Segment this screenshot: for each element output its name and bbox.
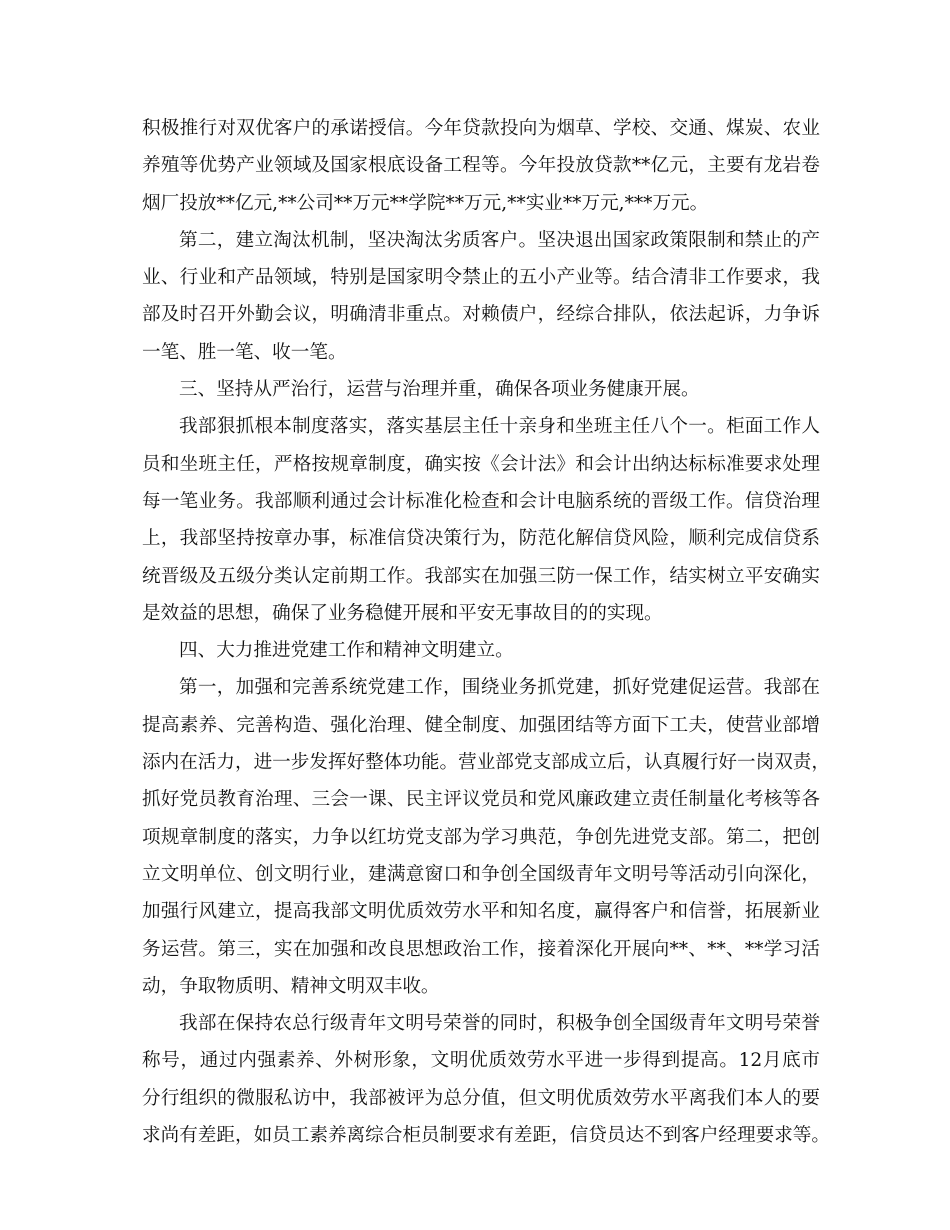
text-line: 抓好党员教育治理、三会一课、民主评议党员和党风廉政建立责任制量化考核等各 [142,789,820,811]
paragraph-start-line: 第二，建立淘汰机制，坚决淘汰劣质客户。坚决退出国家政策限制和禁止的产 [179,229,820,251]
text-line: 求尚有差距，如员工素养离综合柜员制要求有差距，信贷员达不到客户经理要求等。 [142,1125,830,1147]
text-line: 部及时召开外勤会议，明确清非重点。对赖债户，经综合排队，依法起诉，力争诉 [142,304,820,326]
text-line: 积极推行对双优客户的承诺授信。今年贷款投向为烟草、学校、交通、煤炭、农业 [142,118,820,139]
text-line: 动，争取物质明、精神文明双丰收。 [142,975,440,997]
text-line: 分行组织的微服私访中，我部被评为总分值，但文明优质效劳水平离我们本人的要 [142,1087,820,1109]
text-line: 统晋级及五级分类认定前期工作。我部实在加强三防一保工作，结实树立平安确实 [142,565,820,587]
text-line: 养殖等优势产业领域及国家根底设备工程等。今年投放贷款**亿元，主要有龙岩卷 [142,155,820,177]
text-line: 添内在活力，进一步发挥好整体功能。营业部党支部成立后，认真履行好一岗双责， [142,752,830,774]
text-line: 烟厂投放**亿元,**公司**万元**学院**万元,**实业**万元,***万元。 [142,192,709,214]
document-page [142,110,830,1154]
text-line: 业、行业和产品领域，特别是国家明令禁止的五小产业等。结合清非工作要求，我 [142,267,820,289]
text-line: 每一笔业务。我部顺利通过会计标准化检查和会计电脑系统的晋级工作。信贷治理 [142,490,820,512]
text-line: 称号，通过内强素养、外树形象，文明优质效劳水平进一步得到提高。12月底市 [142,1050,820,1072]
text-line: 一笔、胜一笔、收一笔。 [142,341,347,363]
text-line: 项规章制度的落实，力争以红坊党支部为学习典范，争创先进党支部。第二，把创 [142,826,820,848]
paragraph-start-line: 我部狠抓根本制度落实，落实基层主任十亲身和坐班主任八个一。柜面工作人 [179,416,820,438]
text-line: 立文明单位、创文明行业，建满意窗口和争创全国级青年文明号等活动引向深化， [142,863,820,885]
text-line: 务运营。第三，实在加强和改良思想政治工作，接着深化开展向**、**、**学习活 [142,938,820,960]
paragraph-start-line: 第一，加强和完善系统党建工作，围绕业务抓党建，抓好党建促运营。我部在 [179,677,820,699]
section-heading: 四、大力推进党建工作和精神文明建立。 [179,640,514,662]
text-line: 提高素养、完善构造、强化治理、健全制度、加强团结等方面下工夫，使营业部增 [142,714,820,736]
section-heading: 三、坚持从严治行，运营与治理并重，确保各项业务健康开展。 [179,379,700,401]
paragraph-start-line: 我部在保持农总行级青年文明号荣誉的同时，积极争创全国级青年文明号荣誉 [179,1013,820,1035]
text-line: 上，我部坚持按章办事，标准信贷决策行为，防范化解信贷风险，顺利完成信贷系 [142,528,820,550]
text-line: 是效益的思想，确保了业务稳健开展和平安无事故目的的实现。 [142,602,663,624]
text-line: 加强行风建立，提高我部文明优质效劳水平和知名度，赢得客户和信誉，拓展新业 [142,901,820,923]
text-line: 员和坐班主任，严格按规章制度，确实按《会计法》和会计出纳达标标准要求处理 [142,453,820,475]
